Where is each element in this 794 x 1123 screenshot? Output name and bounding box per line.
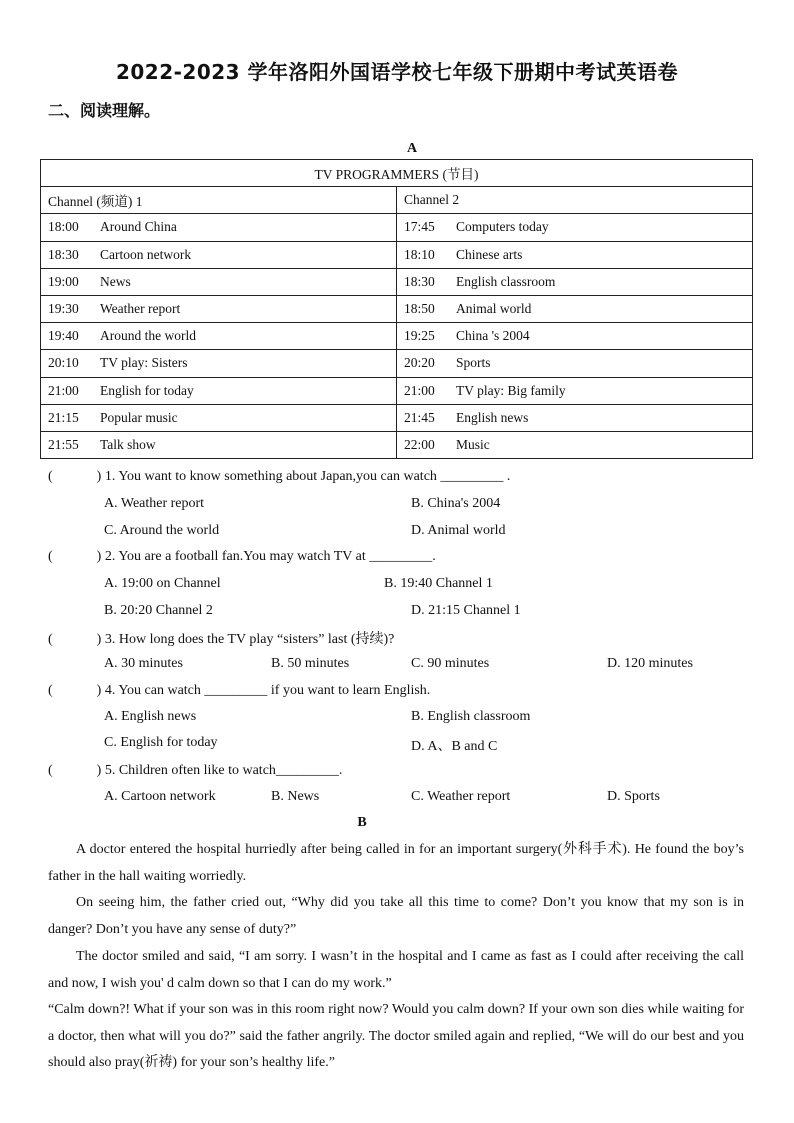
table-row [41,431,753,458]
time: 21:00 [48,382,79,398]
option-d[interactable]: D. Sports [607,789,660,804]
programme: Around China [100,219,177,235]
programme: Computers today [456,219,549,235]
option-b[interactable]: B. 50 minutes [271,656,350,671]
passage-paragraph: On seeing him, the father cried out, “Why did you take all this time to come? Don’t you know that my son is in danger? Don’t you have any sense of duty?” [48,895,744,937]
channel2-header: Channel 2 [397,187,753,214]
time: 20:10 [48,355,79,371]
table-row [41,241,753,268]
programme: English classroom [456,273,556,289]
question-text: 5. Children often like to watch_________. [104,763,343,778]
time: 22:00 [404,436,435,452]
option-d[interactable]: D. 120 minutes [607,656,693,671]
time: 21:55 [48,436,79,452]
programme: English for today [100,382,194,398]
option-c[interactable]: C. Around the world [104,523,220,538]
tv-programme-table [40,159,753,459]
option-b[interactable]: B. News [271,789,320,804]
table-row [41,350,753,377]
table-row [41,404,753,431]
programme: Sports [456,355,491,371]
question-3: ( ) 3. How long does the TV play “sisters” last (持续)? [48,632,395,647]
option-a[interactable]: A. English news [104,709,197,724]
programme: Chinese arts [456,246,523,262]
question-4: ( ) 4. You can watch _________ if you want to learn English. [48,683,431,698]
channel1-header: Channel (频道) 1 [41,187,397,214]
time: 19:25 [404,328,435,344]
programme: Music [456,436,490,452]
programme: News [100,273,131,289]
section-heading: 二、阅读理解。 [48,101,161,120]
option-b[interactable]: B. China's 2004 [411,496,501,511]
option-a[interactable]: A. 30 minutes [104,656,183,671]
question-text: 1. You want to know something about Japan,you can watch _________ . [104,469,511,484]
passage-paragraph: A doctor entered the hospital hurriedly after being called in for an important surgery(外科手术). He found the boy’s father in the hall waiting worriedly. [48,842,744,884]
question-text: 2. You are a football fan.You may watch TV at _________. [104,549,436,564]
table-row [41,295,753,322]
question-1: ( ) 1. You want to know something about Japan,you can watch _________ . [48,469,511,484]
option-d[interactable]: D. A、B and C [411,739,498,754]
option-b[interactable]: B. 19:40 Channel 1 [384,576,493,591]
question-2: ( ) 2. You are a football fan.You may watch TV at _________. [48,549,436,564]
programme: English news [456,409,529,425]
time: 21:45 [404,409,435,425]
programme: Popular music [100,409,178,425]
table-row [41,377,753,404]
part-b-label: B [357,815,367,830]
table-row [41,214,753,241]
time: 19:00 [48,273,79,289]
option-c[interactable]: C. English for today [104,735,218,750]
programme: TV play: Big family [456,382,566,398]
time: 17:45 [404,219,435,235]
option-c[interactable]: C. 90 minutes [411,656,490,671]
option-a[interactable]: A. 19:00 on Channel [104,576,221,591]
programme: TV play: Sisters [100,355,188,371]
programme: Talk show [100,436,156,452]
option-d[interactable]: D. 21:15 Channel 1 [411,603,521,618]
table-caption: TV PROGRAMMERS (节目) [41,160,753,187]
time: 18:10 [404,246,435,262]
part-a-label: A [406,141,418,156]
exam-title: 2022-2023 学年洛阳外国语学校七年级下册期中考试英语卷 [115,60,679,84]
table-row [41,323,753,350]
option-a[interactable]: A. Weather report [104,496,205,511]
time: 20:20 [404,355,435,371]
programme: Animal world [456,301,532,317]
passage-paragraph: “Calm down?! What if your son was in this room right now? Would you calm down? If your own son dies while waiting for a doctor, then what will you do?” said the father angrily. The doctor smiled again and replied, “We will do our best and you should also pray(祈祷) for your son’s healthy life.” [48,1002,744,1070]
question-text: 3. How long does the TV play “sisters” last (持续)? [104,632,395,647]
passage-paragraph: The doctor smiled and said, “I am sorry. I wasn’t in the hospital and I came as fast as I could after receiving the call and now, I wish you' d calm down so that I can do my work.” [48,949,744,991]
option-b[interactable]: B. English classroom [411,709,531,724]
option-a[interactable]: A. Cartoon network [104,789,216,804]
option-c[interactable]: C. Weather report [411,789,511,804]
question-5: ( ) 5. Children often like to watch_________. [48,763,343,778]
time: 18:00 [48,219,79,235]
time: 21:00 [404,382,435,398]
option-d[interactable]: D. Animal world [411,523,506,538]
programme: Weather report [100,301,181,317]
programme: Cartoon network [100,246,192,262]
question-text: 4. You can watch _________ if you want to learn English. [104,683,431,698]
programme: China 's 2004 [456,328,530,344]
table-row [41,268,753,295]
time: 19:40 [48,328,79,344]
programme: Around the world [100,328,196,344]
time: 18:50 [404,301,435,317]
option-c[interactable]: B. 20:20 Channel 2 [104,603,213,618]
time: 18:30 [48,246,79,262]
time: 21:15 [48,409,79,425]
time: 18:30 [404,273,435,289]
time: 19:30 [48,301,79,317]
